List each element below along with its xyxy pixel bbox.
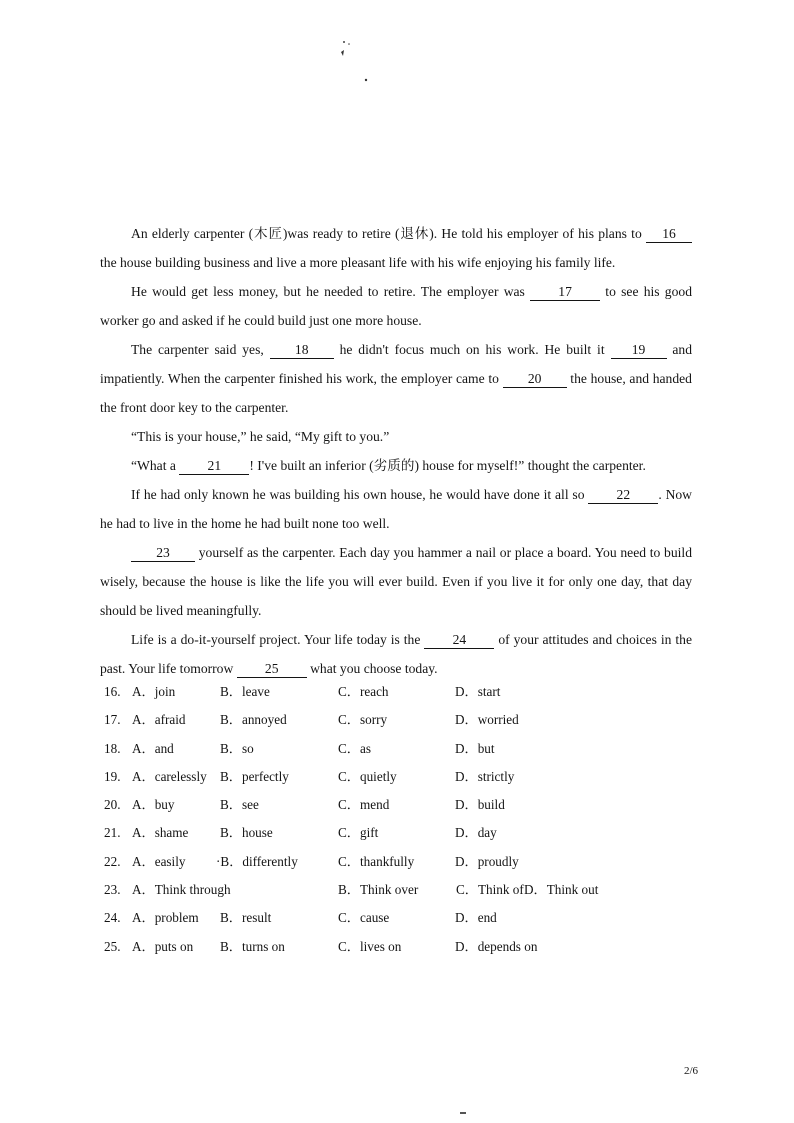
option-c: C．cause — [338, 910, 390, 926]
text: he didn't focus much on his work. He built it — [333, 342, 611, 357]
paragraph-6 — [100, 480, 692, 538]
paragraph-1 — [100, 219, 692, 277]
option-b: B．Think over — [338, 882, 419, 898]
blank-23: 23 — [131, 544, 195, 562]
question-number: 23. — [104, 882, 121, 898]
option-c: C．reach — [338, 684, 389, 699]
option-a: A．carelessly — [132, 768, 207, 784]
option-b: B．turns on — [220, 938, 285, 954]
option-a: A．easily — [132, 853, 186, 869]
paragraph-4 — [100, 422, 692, 451]
text: If he had only known he was building his own house, he would have done it all so — [131, 487, 589, 502]
text: Life is a do-it-yourself project. Your life today is the — [131, 632, 425, 647]
scan-speck-bottom — [460, 1112, 466, 1114]
question-23-options — [104, 876, 644, 904]
option-b: B．result — [220, 910, 272, 926]
option-a: A．and — [132, 740, 174, 756]
answer-options — [104, 678, 644, 961]
blank-19: 19 — [611, 341, 667, 359]
text: yourself as the carpenter. Each day you hammer a nail or place a board. You need to build wisely, because the house is like the life you will ever build. Even if you live it for only one day, that day should be lived meaningfully. — [100, 545, 692, 618]
text: An elderly carpenter (木匠)was ready to retire (退休). He told his employer of his plans to — [131, 226, 646, 241]
question-number: 24. — [104, 910, 121, 926]
blank-18: 18 — [270, 341, 334, 359]
option-a: A．puts on — [132, 938, 194, 954]
question-16-options — [104, 678, 644, 706]
text: The carpenter said yes, — [131, 342, 270, 357]
option-a: A．problem — [132, 910, 199, 926]
option-d: D．depends on — [455, 938, 538, 954]
question-number: 25. — [104, 938, 121, 954]
text: and impatiently. When the carpenter finished his work, the employer came to — [100, 342, 693, 386]
option-d: D．start — [455, 684, 501, 699]
question-number: 21. — [104, 825, 121, 841]
option-b: B．annoyed — [220, 712, 287, 728]
question-number: 20. — [104, 797, 121, 813]
paragraph-3 — [100, 335, 692, 422]
option-d: D．Think out — [524, 882, 599, 898]
option-d: D．but — [455, 740, 495, 756]
option-b: B．so — [220, 740, 254, 756]
option-b: B．see — [220, 797, 259, 813]
question-number: 18. — [104, 740, 121, 756]
text: of your attitudes and choices in the past. Your life tomorrow — [100, 632, 692, 676]
text: “What a — [131, 458, 180, 473]
option-d: D．strictly — [455, 768, 515, 784]
question-19-options — [104, 763, 644, 791]
text: what you choose today. — [306, 661, 438, 676]
option-b: B．house — [220, 825, 273, 841]
option-c: C．as — [338, 740, 371, 756]
text: “This is your house,” he said, “My gift to you.” — [131, 429, 390, 444]
option-d: D．proudly — [455, 853, 519, 869]
cloze-passage — [100, 219, 692, 683]
option-a: A．join — [132, 684, 176, 699]
text: ! I've built an inferior (劣质的) house for myself!” thought the carpenter. — [249, 458, 646, 473]
option-c: C．lives on — [338, 938, 402, 954]
question-22-options — [104, 848, 644, 876]
paragraph-7 — [100, 538, 692, 625]
text: He would get less money, but he needed to retire. The employer was — [131, 284, 531, 299]
blank-22: 22 — [588, 486, 658, 504]
option-c: C．thankfully — [338, 853, 415, 869]
paragraph-2 — [100, 277, 692, 335]
option-d: D．day — [455, 825, 497, 841]
text: . Now he had to live in the home he had built none too well. — [100, 487, 692, 531]
question-number: 19. — [104, 768, 121, 784]
page-number: 2/6 — [683, 1065, 698, 1077]
question-18-options — [104, 735, 644, 763]
option-a: A．Think through — [132, 882, 231, 898]
option-c: C．gift — [338, 825, 379, 841]
paragraph-5 — [100, 451, 692, 480]
blank-17: 17 — [530, 283, 600, 301]
blank-21: 21 — [179, 457, 249, 475]
paragraph-8 — [100, 625, 692, 683]
question-21-options — [104, 819, 644, 847]
option-b: B．leave — [220, 684, 270, 699]
scan-specks — [332, 36, 382, 96]
option-c: C．sorry — [338, 712, 388, 728]
blank-24: 24 — [424, 631, 494, 649]
option-d: D．build — [455, 797, 505, 813]
option-c: C．quietly — [338, 768, 397, 784]
option-b: B．perfectly — [220, 768, 289, 784]
question-number: 22. — [104, 853, 121, 869]
text: the house building business and live a more pleasant life with his wife enjoying his family life. — [100, 255, 616, 270]
option-b: ·B．differently — [216, 853, 298, 869]
option-d: D．end — [455, 910, 497, 926]
question-17-options — [104, 706, 644, 734]
blank-16: 16 — [646, 225, 692, 243]
blank-20: 20 — [503, 370, 567, 388]
option-c: C．Think of — [456, 882, 524, 898]
question-24-options — [104, 904, 644, 932]
question-25-options — [104, 933, 644, 961]
option-c: C．mend — [338, 797, 390, 813]
blank-25: 25 — [237, 660, 307, 678]
question-20-options — [104, 791, 644, 819]
option-a: A．afraid — [132, 712, 186, 728]
question-number: 16. — [104, 684, 121, 699]
text: the house, and handed the front door key to the carpenter. — [100, 371, 692, 415]
text: to see his good worker go and asked if he could build just one more house. — [100, 284, 692, 328]
option-a: A．buy — [132, 797, 175, 813]
question-number: 17. — [104, 712, 121, 728]
option-a: A．shame — [132, 825, 189, 841]
option-d: D．worried — [455, 712, 519, 728]
